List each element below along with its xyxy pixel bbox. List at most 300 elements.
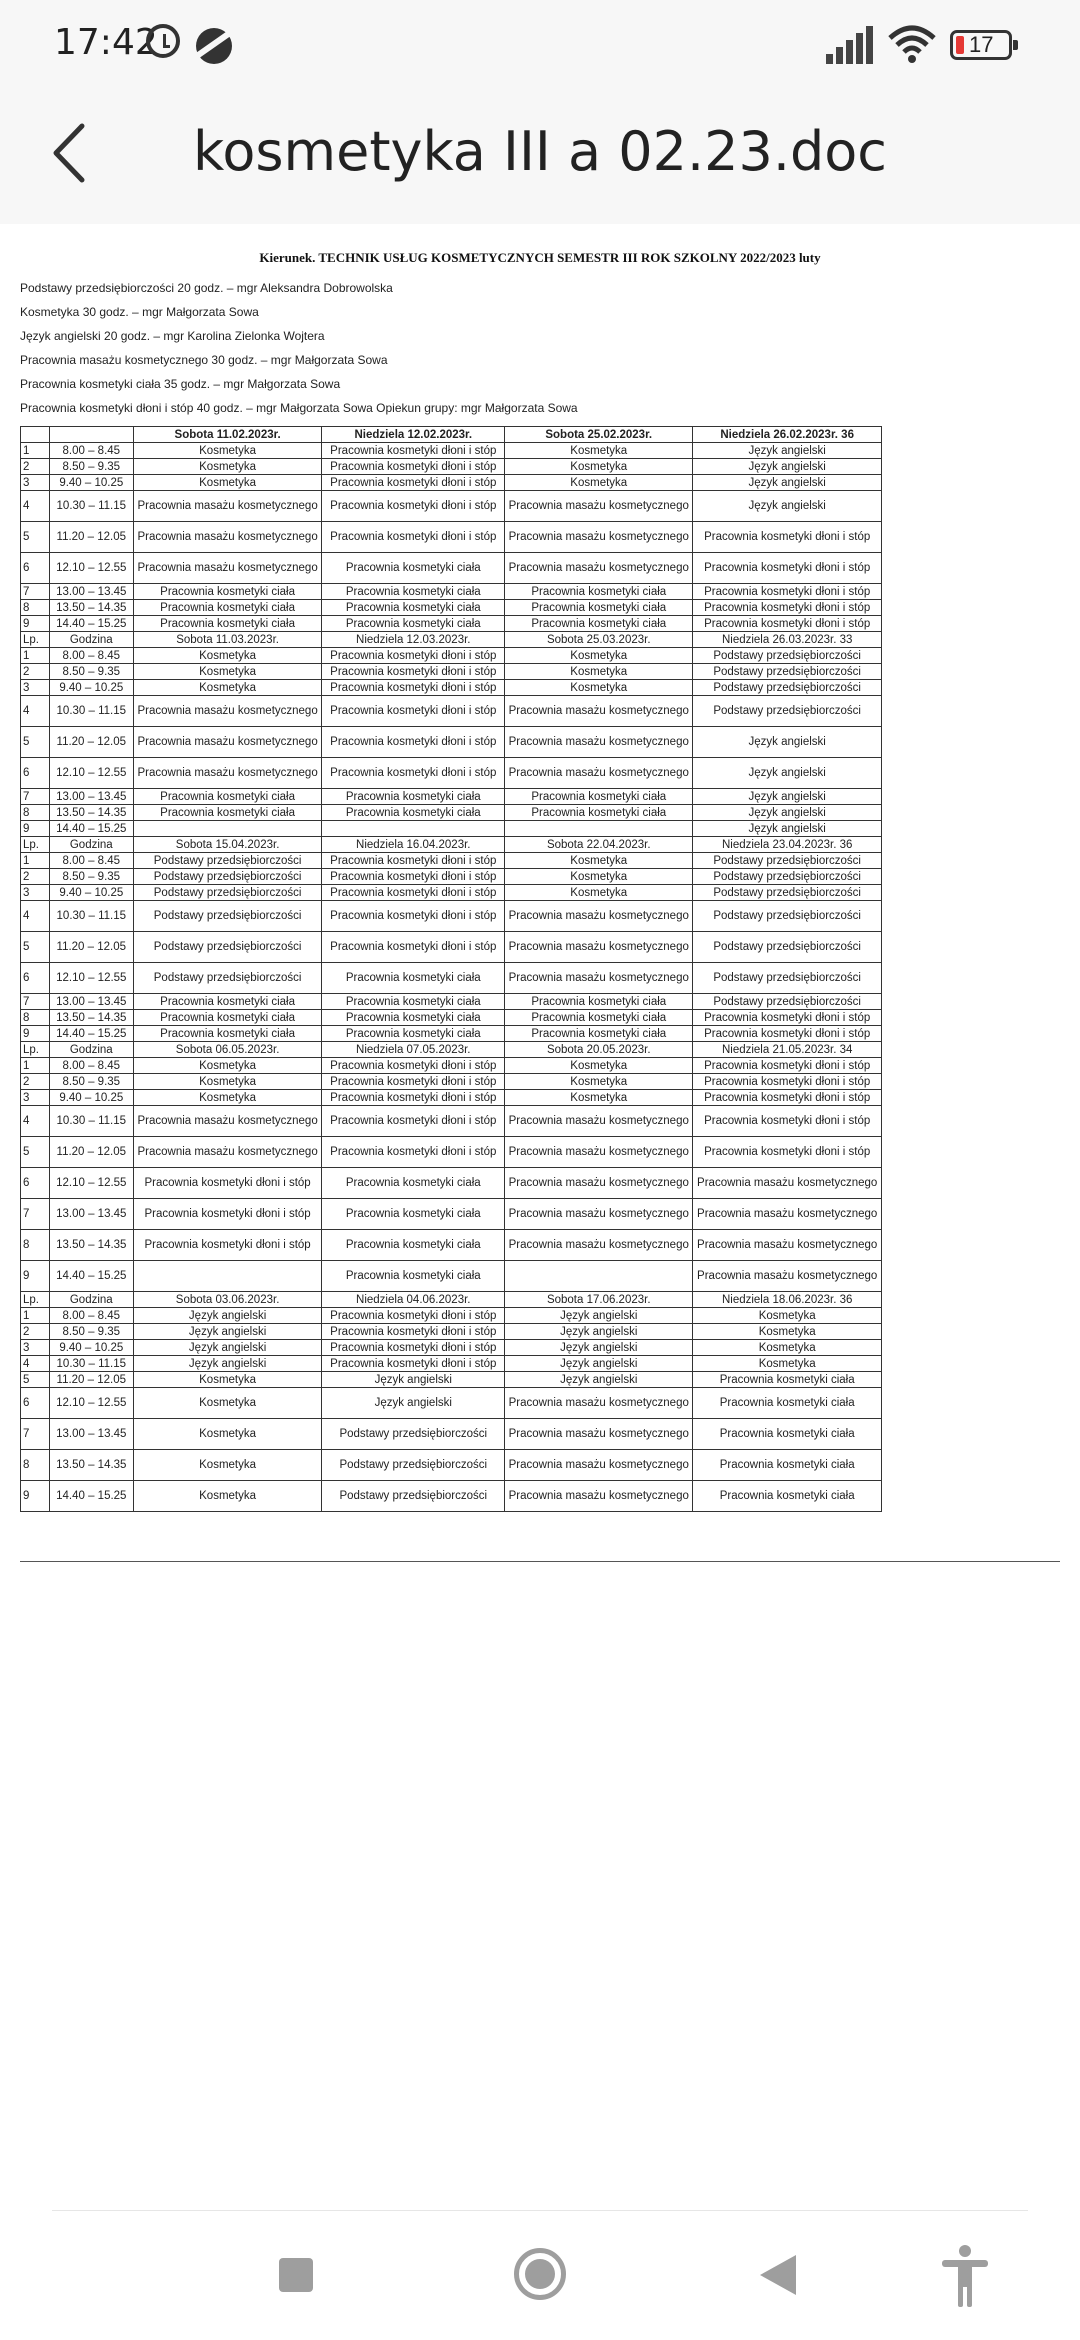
table-cell: Pracownia kosmetyki ciała [505, 1010, 693, 1026]
table-cell: Pracownia kosmetyki dłoni i stóp [322, 459, 505, 475]
table-cell: Pracownia kosmetyki dłoni i stóp [322, 680, 505, 696]
table-cell: 8.50 – 9.35 [49, 459, 133, 475]
table-row [21, 1388, 882, 1419]
table-cell: Podstawy przedsiębiorczości [693, 648, 882, 664]
subject-list [20, 276, 1060, 420]
table-cell: 4 [21, 901, 50, 932]
table-cell: Podstawy przedsiębiorczości [133, 869, 322, 885]
accessibility-icon[interactable] [940, 2243, 990, 2307]
table-cell: Lp. [21, 837, 50, 853]
table-cell: Pracownia masażu kosmetycznego [133, 696, 322, 727]
table-cell [133, 1261, 322, 1292]
table-cell: Pracownia kosmetyki ciała [322, 553, 505, 584]
table-cell: 13.00 – 13.45 [49, 1199, 133, 1230]
table-cell: 3 [21, 1090, 50, 1106]
table-cell: Pracownia kosmetyki ciała [322, 789, 505, 805]
table-cell: Pracownia kosmetyki ciała [322, 1199, 505, 1230]
table-cell: Kosmetyka [133, 1074, 322, 1090]
table-cell: 11.20 – 12.05 [49, 727, 133, 758]
table-cell: Język angielski [133, 1308, 322, 1324]
table-cell: Pracownia kosmetyki dłoni i stóp [322, 491, 505, 522]
table-cell: Pracownia masażu kosmetycznego [505, 727, 693, 758]
table-cell: Pracownia kosmetyki ciała [505, 600, 693, 616]
table-cell: Język angielski [693, 475, 882, 491]
table-cell: Pracownia kosmetyki dłoni i stóp [322, 1356, 505, 1372]
table-cell: 14.40 – 15.25 [49, 1026, 133, 1042]
table-cell: Niedziela 12.03.2023r. [322, 632, 505, 648]
table-cell: Pracownia masażu kosmetycznego [505, 491, 693, 522]
table-cell: Pracownia kosmetyki dłoni i stóp [693, 600, 882, 616]
table-cell: 12.10 – 12.55 [49, 1388, 133, 1419]
table-row [21, 932, 882, 963]
table-cell: Kosmetyka [133, 459, 322, 475]
table-cell: 14.40 – 15.25 [49, 1261, 133, 1292]
table-cell: 13.00 – 13.45 [49, 789, 133, 805]
table-row [21, 1261, 882, 1292]
table-cell: Kosmetyka [133, 1058, 322, 1074]
table-cell: Pracownia kosmetyki ciała [133, 616, 322, 632]
table-cell: Sobota 22.04.2023r. [505, 837, 693, 853]
table-row [21, 1168, 882, 1199]
table-cell: 3 [21, 680, 50, 696]
table-cell: 12.10 – 12.55 [49, 553, 133, 584]
table-cell: Język angielski [693, 805, 882, 821]
table-cell: Pracownia kosmetyki ciała [693, 1419, 882, 1450]
table-cell: Język angielski [693, 758, 882, 789]
table-cell: Kosmetyka [693, 1356, 882, 1372]
table-cell: Pracownia kosmetyki dłoni i stóp [133, 1230, 322, 1261]
table-cell: Podstawy przedsiębiorczości [133, 853, 322, 869]
table-cell: 5 [21, 1372, 50, 1388]
table-row [21, 1356, 882, 1372]
table-cell: 9 [21, 1481, 50, 1512]
table-row [21, 1340, 882, 1356]
table-cell: Podstawy przedsiębiorczości [693, 869, 882, 885]
table-cell: 8 [21, 1010, 50, 1026]
table-cell: Pracownia kosmetyki ciała [133, 805, 322, 821]
table-cell: Niedziela 26.02.2023r. 36 [693, 427, 882, 443]
table-cell: Pracownia kosmetyki ciała [322, 584, 505, 600]
table-cell: Pracownia masażu kosmetycznego [505, 522, 693, 553]
table-cell: 12.10 – 12.55 [49, 963, 133, 994]
table-cell: Godzina [49, 632, 133, 648]
table-cell: Kosmetyka [505, 459, 693, 475]
table-cell: 9.40 – 10.25 [49, 475, 133, 491]
table-cell: 3 [21, 885, 50, 901]
table-cell: Pracownia kosmetyki ciała [322, 1010, 505, 1026]
table-cell: Język angielski [505, 1308, 693, 1324]
table-cell: Pracownia kosmetyki dłoni i stóp [322, 1090, 505, 1106]
table-cell: 11.20 – 12.05 [49, 522, 133, 553]
table-cell: Pracownia masażu kosmetycznego [133, 1106, 322, 1137]
table-row [21, 1026, 882, 1042]
table-cell: Pracownia kosmetyki dłoni i stóp [322, 1137, 505, 1168]
table-cell: 6 [21, 758, 50, 789]
table-cell [133, 821, 322, 837]
table-cell: Pracownia kosmetyki ciała [693, 1481, 882, 1512]
alarm-icon [146, 24, 180, 58]
table-cell: Niedziela 23.04.2023r. 36 [693, 837, 882, 853]
table-cell: Podstawy przedsiębiorczości [133, 901, 322, 932]
table-cell: Niedziela 18.06.2023r. 36 [693, 1292, 882, 1308]
table-cell: 7 [21, 994, 50, 1010]
table-cell: Pracownia masażu kosmetycznego [505, 963, 693, 994]
table-cell: 3 [21, 475, 50, 491]
table-cell: Pracownia kosmetyki ciała [322, 1230, 505, 1261]
table-cell: 8.00 – 8.45 [49, 1308, 133, 1324]
table-cell: Kosmetyka [505, 885, 693, 901]
table-cell: Pracownia masażu kosmetycznego [505, 758, 693, 789]
table-cell: 3 [21, 1340, 50, 1356]
table-cell: Pracownia kosmetyki dłoni i stóp [693, 1137, 882, 1168]
table-cell: 2 [21, 1074, 50, 1090]
table-row [21, 459, 882, 475]
table-cell: Pracownia kosmetyki dłoni i stóp [322, 932, 505, 963]
table-cell: 5 [21, 1137, 50, 1168]
table-cell: Pracownia kosmetyki dłoni i stóp [693, 1058, 882, 1074]
table-cell: Kosmetyka [693, 1308, 882, 1324]
table-cell: Pracownia kosmetyki ciała [505, 584, 693, 600]
table-cell: Niedziela 21.05.2023r. 34 [693, 1042, 882, 1058]
table-row [21, 994, 882, 1010]
table-cell: 12.10 – 12.55 [49, 758, 133, 789]
table-cell: Pracownia kosmetyki ciała [133, 584, 322, 600]
table-row [21, 664, 882, 680]
table-cell: Pracownia masażu kosmetycznego [693, 1261, 882, 1292]
table-cell: Pracownia kosmetyki dłoni i stóp [322, 1308, 505, 1324]
table-cell: Podstawy przedsiębiorczości [133, 963, 322, 994]
table-cell: Język angielski [693, 789, 882, 805]
table-cell: Kosmetyka [505, 443, 693, 459]
table-cell: 7 [21, 789, 50, 805]
table-row [21, 727, 882, 758]
table-cell: Język angielski [693, 459, 882, 475]
table-cell: 5 [21, 522, 50, 553]
table-cell [21, 427, 50, 443]
table-cell: Pracownia kosmetyki dłoni i stóp [322, 664, 505, 680]
table-cell: Pracownia masażu kosmetycznego [505, 932, 693, 963]
table-row [21, 427, 882, 443]
table-cell: 2 [21, 664, 50, 680]
table-cell: 1 [21, 853, 50, 869]
table-cell: Pracownia kosmetyki dłoni i stóp [133, 1199, 322, 1230]
battery-level: 17 [969, 32, 994, 57]
battery-icon [950, 30, 1012, 60]
table-row [21, 821, 882, 837]
table-cell: 4 [21, 1356, 50, 1372]
table-cell: 13.00 – 13.45 [49, 1419, 133, 1450]
table-cell: 8.00 – 8.45 [49, 1058, 133, 1074]
table-cell: Pracownia kosmetyki dłoni i stóp [133, 1168, 322, 1199]
table-cell: Kosmetyka [133, 1419, 322, 1450]
table-cell: Język angielski [693, 443, 882, 459]
table-cell: Pracownia masażu kosmetycznego [505, 1199, 693, 1230]
table-cell: Język angielski [505, 1372, 693, 1388]
table-cell: Pracownia kosmetyki dłoni i stóp [322, 443, 505, 459]
table-cell: Kosmetyka [505, 869, 693, 885]
table-row [21, 600, 882, 616]
table-cell: Pracownia masażu kosmetycznego [505, 901, 693, 932]
table-row [21, 1106, 882, 1137]
table-row [21, 758, 882, 789]
document-title: kosmetyka III a 02.23.doc [192, 120, 887, 183]
table-cell: Sobota 20.05.2023r. [505, 1042, 693, 1058]
table-cell: Godzina [49, 1292, 133, 1308]
table-cell: 8 [21, 1450, 50, 1481]
table-cell: Pracownia kosmetyki ciała [322, 600, 505, 616]
table-row [21, 1450, 882, 1481]
table-cell: 11.20 – 12.05 [49, 1137, 133, 1168]
table-cell: Kosmetyka [133, 680, 322, 696]
table-cell: Kosmetyka [505, 664, 693, 680]
table-cell: 5 [21, 932, 50, 963]
table-cell: Pracownia masażu kosmetycznego [505, 1230, 693, 1261]
signal-icon [826, 26, 876, 64]
table-cell: Kosmetyka [505, 853, 693, 869]
table-cell: 4 [21, 696, 50, 727]
table-cell: Podstawy przedsiębiorczości [133, 932, 322, 963]
subject-line: Pracownia kosmetyki dłoni i stóp 40 godz. – mgr Małgorzata Sowa Opiekun grupy: mgr Małgorzata Sowa [20, 401, 578, 415]
table-cell: Sobota 11.03.2023r. [133, 632, 322, 648]
table-row [21, 616, 882, 632]
table-cell: Pracownia kosmetyki ciała [322, 805, 505, 821]
table-cell: Język angielski [322, 1372, 505, 1388]
table-cell: Niedziela 16.04.2023r. [322, 837, 505, 853]
home-icon[interactable] [514, 2248, 566, 2300]
table-cell: 8 [21, 805, 50, 821]
table-cell: 2 [21, 1324, 50, 1340]
table-cell: Pracownia kosmetyki ciała [505, 789, 693, 805]
table-row [21, 553, 882, 584]
table-cell: 2 [21, 869, 50, 885]
table-row [21, 901, 882, 932]
table-row [21, 1010, 882, 1026]
table-cell: Język angielski [133, 1324, 322, 1340]
table-cell: Pracownia kosmetyki dłoni i stóp [693, 553, 882, 584]
back-icon[interactable] [760, 2255, 796, 2295]
table-cell: Kosmetyka [133, 1481, 322, 1512]
table-cell [505, 1261, 693, 1292]
table-row [21, 1137, 882, 1168]
table-cell: Kosmetyka [133, 475, 322, 491]
table-cell: Pracownia kosmetyki dłoni i stóp [322, 901, 505, 932]
table-row [21, 869, 882, 885]
table-cell: 1 [21, 1058, 50, 1074]
table-cell: Podstawy przedsiębiorczości [693, 901, 882, 932]
table-cell: 8.00 – 8.45 [49, 648, 133, 664]
table-cell: Pracownia masażu kosmetycznego [505, 1106, 693, 1137]
table-cell: Podstawy przedsiębiorczości [693, 963, 882, 994]
table-row [21, 680, 882, 696]
table-cell: Pracownia kosmetyki ciała [505, 616, 693, 632]
table-cell: 1 [21, 443, 50, 459]
table-cell: Kosmetyka [505, 475, 693, 491]
table-row [21, 1230, 882, 1261]
table-cell: 7 [21, 1199, 50, 1230]
subject-line: Język angielski 20 godz. – mgr Karolina Zielonka Wojtera [20, 329, 325, 343]
table-row [21, 1058, 882, 1074]
table-cell: 8.00 – 8.45 [49, 853, 133, 869]
table-row [21, 805, 882, 821]
table-cell: 7 [21, 1419, 50, 1450]
table-cell: Język angielski [693, 727, 882, 758]
table-cell: Podstawy przedsiębiorczości [322, 1450, 505, 1481]
table-cell: Pracownia kosmetyki ciała [133, 994, 322, 1010]
table-cell: Godzina [49, 1042, 133, 1058]
table-cell [322, 821, 505, 837]
table-cell: Pracownia kosmetyki ciała [322, 1168, 505, 1199]
clock-time: 17:42 [54, 22, 158, 63]
table-cell: 1 [21, 1308, 50, 1324]
table-cell: Pracownia masażu kosmetycznego [505, 1481, 693, 1512]
table-cell: Kosmetyka [505, 648, 693, 664]
table-cell: 9.40 – 10.25 [49, 885, 133, 901]
table-cell: 8.00 – 8.45 [49, 443, 133, 459]
table-cell: 8.50 – 9.35 [49, 664, 133, 680]
table-cell: 13.50 – 14.35 [49, 1010, 133, 1026]
table-cell: Kosmetyka [693, 1340, 882, 1356]
table-cell: Pracownia kosmetyki dłoni i stóp [322, 1324, 505, 1340]
table-cell: 8 [21, 1230, 50, 1261]
table-cell: 9.40 – 10.25 [49, 1340, 133, 1356]
table-cell: Pracownia kosmetyki dłoni i stóp [322, 1058, 505, 1074]
table-cell: Pracownia kosmetyki dłoni i stóp [693, 1026, 882, 1042]
table-cell: Pracownia masażu kosmetycznego [133, 553, 322, 584]
table-cell: Pracownia kosmetyki ciała [693, 1372, 882, 1388]
table-row [21, 632, 882, 648]
wifi-icon [888, 24, 936, 64]
table-cell: Godzina [49, 837, 133, 853]
document-heading: Kierunek. TECHNIK USŁUG KOSMETYCZNYCH SEMESTR III ROK SZKOLNY 2022/2023 luty [259, 250, 821, 265]
table-cell: Lp. [21, 1042, 50, 1058]
table-cell: 10.30 – 11.15 [49, 491, 133, 522]
subject-line: Pracownia kosmetyki ciała 35 godz. – mgr Małgorzata Sowa [20, 377, 341, 391]
table-cell: 2 [21, 459, 50, 475]
table-cell: 1 [21, 648, 50, 664]
table-cell: Sobota 15.04.2023r. [133, 837, 322, 853]
table-cell: Pracownia masażu kosmetycznego [693, 1199, 882, 1230]
table-cell: Pracownia kosmetyki ciała [133, 600, 322, 616]
table-cell: Sobota 03.06.2023r. [133, 1292, 322, 1308]
schedule-table [20, 426, 882, 1512]
table-cell: Język angielski [133, 1340, 322, 1356]
table-cell: Pracownia kosmetyki ciała [693, 1450, 882, 1481]
table-cell: 9 [21, 1026, 50, 1042]
table-cell: 14.40 – 15.25 [49, 1481, 133, 1512]
table-cell: 8 [21, 600, 50, 616]
table-cell: Sobota 25.02.2023r. [505, 427, 693, 443]
table-cell: Kosmetyka [133, 1090, 322, 1106]
table-cell: Pracownia masażu kosmetycznego [505, 1388, 693, 1419]
table-cell: Pracownia masażu kosmetycznego [505, 696, 693, 727]
table-cell: Podstawy przedsiębiorczości [693, 932, 882, 963]
table-row [21, 1042, 882, 1058]
table-cell: Podstawy przedsiębiorczości [693, 885, 882, 901]
table-cell: 13.50 – 14.35 [49, 805, 133, 821]
subject-line: Kosmetyka 30 godz. – mgr Małgorzata Sowa [20, 305, 259, 319]
status-bar [0, 0, 1080, 80]
table-cell: Podstawy przedsiębiorczości [693, 696, 882, 727]
table-cell: 13.50 – 14.35 [49, 1450, 133, 1481]
table-cell: 4 [21, 1106, 50, 1137]
table-row [21, 1199, 882, 1230]
table-cell: Kosmetyka [693, 1324, 882, 1340]
table-cell: Podstawy przedsiębiorczości [693, 664, 882, 680]
table-cell: Pracownia kosmetyki ciała [133, 1010, 322, 1026]
subject-line: Podstawy przedsiębiorczości 20 godz. – mgr Aleksandra Dobrowolska [20, 281, 393, 295]
table-cell: 7 [21, 584, 50, 600]
table-cell: Pracownia kosmetyki dłoni i stóp [693, 1074, 882, 1090]
table-cell: Podstawy przedsiębiorczości [693, 853, 882, 869]
table-cell: Podstawy przedsiębiorczości [133, 885, 322, 901]
recent-apps-icon[interactable] [279, 2258, 313, 2292]
table-cell: Język angielski [322, 1388, 505, 1419]
table-cell: 10.30 – 11.15 [49, 1356, 133, 1372]
table-cell: Pracownia masażu kosmetycznego [693, 1230, 882, 1261]
table-cell: Pracownia kosmetyki dłoni i stóp [693, 1106, 882, 1137]
table-row [21, 491, 882, 522]
table-cell [505, 821, 693, 837]
table-cell [49, 427, 133, 443]
table-cell: 13.50 – 14.35 [49, 1230, 133, 1261]
table-cell: Język angielski [505, 1356, 693, 1372]
table-cell: Pracownia masażu kosmetycznego [133, 727, 322, 758]
table-cell: 14.40 – 15.25 [49, 616, 133, 632]
table-row [21, 1308, 882, 1324]
table-row [21, 1292, 882, 1308]
table-cell: Pracownia masażu kosmetycznego [133, 758, 322, 789]
table-cell: Pracownia kosmetyki dłoni i stóp [322, 869, 505, 885]
table-cell: 10.30 – 11.15 [49, 901, 133, 932]
table-cell: Pracownia kosmetyki ciała [133, 789, 322, 805]
table-cell: Pracownia kosmetyki ciała [322, 963, 505, 994]
table-cell: Pracownia kosmetyki dłoni i stóp [322, 853, 505, 869]
table-cell: Sobota 11.02.2023r. [133, 427, 322, 443]
table-cell: Pracownia kosmetyki ciała [322, 1026, 505, 1042]
table-cell: Kosmetyka [133, 1450, 322, 1481]
table-cell: Pracownia kosmetyki dłoni i stóp [693, 1010, 882, 1026]
table-cell: Język angielski [505, 1324, 693, 1340]
table-cell: Pracownia kosmetyki ciała [322, 994, 505, 1010]
table-cell: Pracownia kosmetyki ciała [505, 805, 693, 821]
table-cell: Pracownia kosmetyki dłoni i stóp [693, 1090, 882, 1106]
table-cell: Podstawy przedsiębiorczości [322, 1481, 505, 1512]
table-cell: Kosmetyka [133, 1388, 322, 1419]
table-cell: Pracownia masażu kosmetycznego [505, 1168, 693, 1199]
table-cell: 11.20 – 12.05 [49, 1372, 133, 1388]
table-cell: Pracownia kosmetyki dłoni i stóp [693, 522, 882, 553]
subject-line: Pracownia masażu kosmetycznego 30 godz. – mgr Małgorzata Sowa [20, 353, 388, 367]
table-cell: Pracownia kosmetyki dłoni i stóp [322, 1074, 505, 1090]
table-row [21, 1419, 882, 1450]
table-cell: 6 [21, 1168, 50, 1199]
table-cell: 9 [21, 616, 50, 632]
table-cell: 8.50 – 9.35 [49, 869, 133, 885]
table-cell: Kosmetyka [505, 680, 693, 696]
table-cell: Sobota 25.03.2023r. [505, 632, 693, 648]
table-row [21, 1090, 882, 1106]
table-cell: 13.00 – 13.45 [49, 994, 133, 1010]
table-cell: 9 [21, 1261, 50, 1292]
app-header [0, 80, 1080, 224]
table-cell: 8.50 – 9.35 [49, 1074, 133, 1090]
table-row [21, 963, 882, 994]
table-row [21, 853, 882, 869]
table-cell: Pracownia masażu kosmetycznego [133, 1137, 322, 1168]
table-row [21, 1074, 882, 1090]
nav-divider [52, 2210, 1028, 2211]
table-cell: Pracownia masażu kosmetycznego [693, 1168, 882, 1199]
